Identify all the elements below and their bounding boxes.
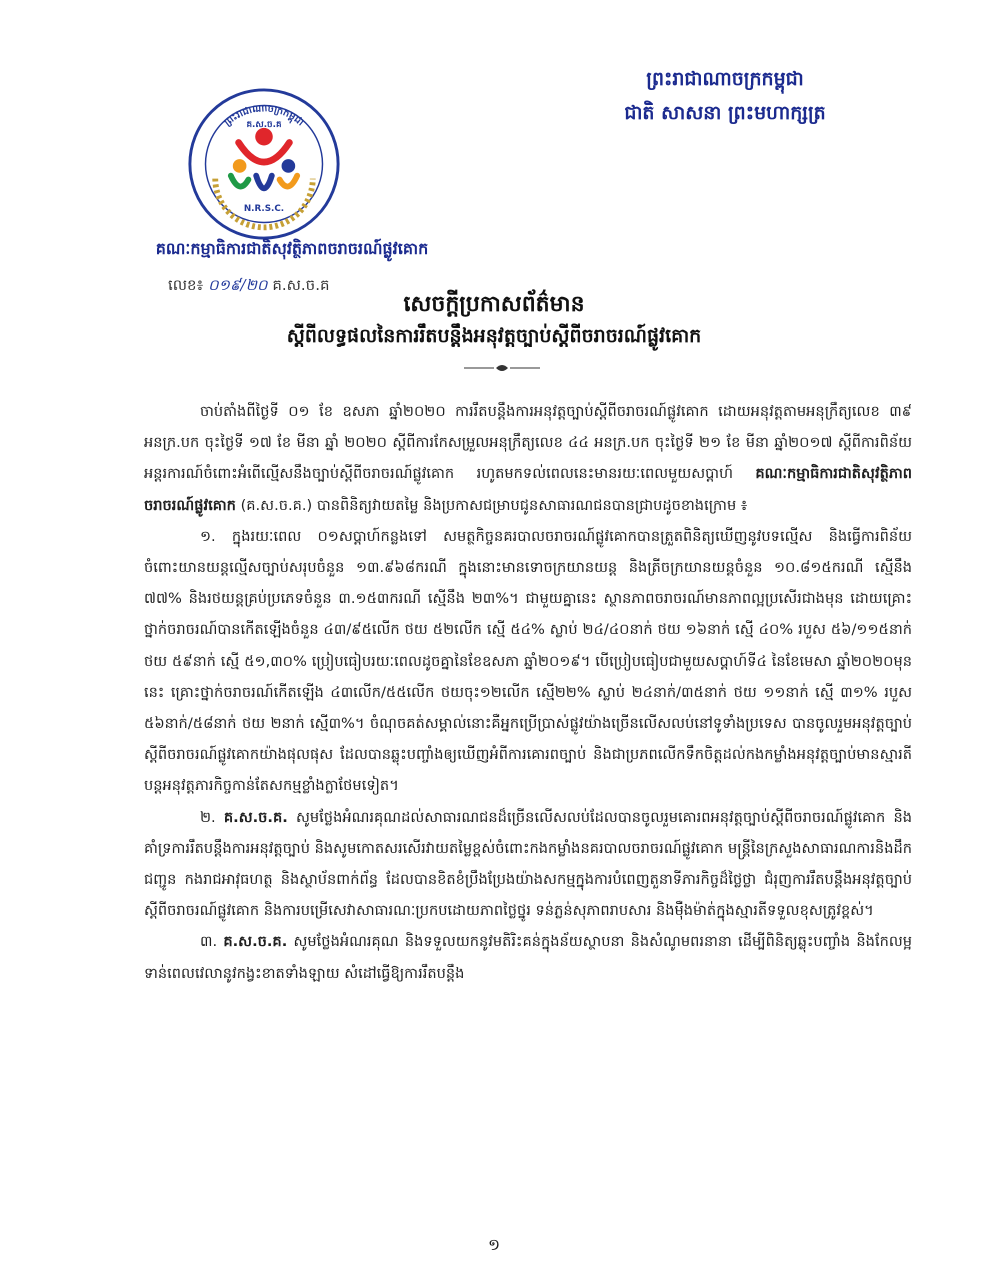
- document-title: សេចក្តីប្រកាសព័ត៌មាន: [403, 292, 585, 317]
- page-number: ១: [487, 1235, 501, 1254]
- paragraph-3: ៣. គ.ស.ច.គ. សូមថ្លែងអំណរគុណ និងទទួលយកនូវមតិរិះគន់ក្នុងន័យស្ថាបនា និងសំណូមពរនានា ដើម្បីពិនិត្យឆ្លុះបញ្ចាំង និងកែលម្អទាន់ពេលវេលានូវកង្វះខាតទាំងឡាយ សំដៅធ្វើឱ្យការរឹតបន្តឹង: [144, 933, 912, 982]
- intro-paragraph: ចាប់តាំងពីថ្ងៃទី ០១ ខែ ឧសភា ឆ្នាំ២០២០ ការរឹតបន្តឹងការអនុវត្តច្បាប់ស្តីពីចរាចរណ៍ផ្លូវគោក ដោយអនុវត្តតាមអនុក្រឹត្យលេខ ៣៩ អនក្រ.បក ចុះថ្ងៃទី ១៧ ខែ មីនា ឆ្នាំ ២០២០ ស្តីពីការកែសម្រួលអនុក្រឹត្យលេខ ៤៤ អនក្រ.បក ចុះថ្ងៃទី ២១ ខែ មីនា ឆ្នាំ២០១៧ ស្តីពីការពិន័យអន្តរការណ៍ចំពោះអំពើល្មើសនឹងច្បាប់ស្តីពីចរាចរណ៍ផ្លូវគោក រហូតមកទល់ពេលនេះមានរយៈពេលមួយសប្តាហ៍ គណៈកម្មាធិការជាតិសុវត្ថិភាពចរាចរណ៍ផ្លូវគោក (គ.ស.ច.គ.) បានពិនិត្យវាយតម្លៃ និងប្រកាសជម្រាបជូនសាធារណជនបានជ្រាបដូចខាងក្រោម ៖: [144, 403, 912, 514]
- national-motto: ជាតិ សាសនា ព្រះមហាក្សត្រ: [624, 102, 826, 124]
- kingdom-header: [560, 62, 890, 130]
- ref-number-handwritten: ០១៩/២០: [207, 276, 268, 294]
- document-subtitle: ស្តីពីលទ្ធផលនៃការរឹតបន្តឹងអនុវត្តច្បាប់ស្តីពីចរាចរណ៍ផ្លូវគោក: [286, 325, 702, 347]
- logo-abbr-en: N.R.S.C.: [243, 203, 285, 214]
- committee-name-inline: គណៈកម្មាធិការជាតិសុវត្ថិភាពចរាចរណ៍ផ្លូវគោក: [144, 465, 912, 514]
- committee-name: គណៈកម្មាធិការជាតិសុវត្ថិភាពចរាចរណ៍ផ្លូវគោក: [155, 239, 429, 258]
- kingdom-title: ព្រះរាជាណាចក្រកម្ពុជា: [646, 68, 804, 90]
- ref-suffix: គ.ស.ច.គ: [272, 276, 330, 294]
- title-ornament: [462, 362, 542, 374]
- logo-abbr-km: គ.ស.ច.គ: [246, 119, 282, 130]
- paragraph-2: ២. គ.ស.ច.គ. សូមថ្លែងអំណរគុណដល់សាធារណជនដ៏ច្រើនលើសលប់ដែលបានចូលរួមគោរពអនុវត្តច្បាប់ស្តីពីចរាចរណ៍ផ្លូវគោក និងគាំទ្រការរឹតបន្តឹងការអនុវត្តច្បាប់ និងសូមកោតសរសើរវាយតម្លៃខ្ពស់ចំពោះកងកម្លាំងនគរបាលចរាចរណ៍ផ្លូវគោក មន្ត្រីនៃក្រសួងសាធារណការនិងដឹកជញ្ជូន កងរាជអាវុធហត្ថ និងស្ថាប័នពាក់ព័ន្ធ ដែលបានខិតខំប្រឹងប្រែងយ៉ាងសកម្មក្នុងការបំពេញតួនាទីភារកិច្ចដ៏ថ្លៃថ្លា ជំរុញការរឹតបន្តឹងអនុវត្តច្បាប់ស្តីពីចរាចរណ៍ផ្លូវគោក និងការបម្រើសេវាសាធារណៈប្រកបដោយភាពថ្លៃថ្នូរ ទន់ភ្លន់សុភាពរាបសារ និងម៉ឺងម៉ាត់ក្នុងស្មារតីទទួលខុសត្រូវខ្ពស់។: [144, 808, 913, 920]
- document-body: [144, 396, 912, 989]
- paragraph-1: ១. ក្នុងរយៈពេល ០១សប្តាហ៍កន្លងទៅ សមត្ថកិច្ចនគរបាលចរាចរណ៍ផ្លូវគោកបានត្រួតពិនិត្យឃើញនូវបទល្មើស និងធ្វើការពិន័យចំពោះយានយន្តល្មើសច្បាប់សរុបចំនួន ១៣.៩៦៨ករណី ក្នុងនោះមានទោចក្រយានយន្ត និងត្រីចក្រយានយន្តចំនួន ១០.៨១៥ករណី ស្មើនឹង ៧៧% និងរថយន្តគ្រប់ប្រភេទចំនួន ៣.១៥៣ករណី ស្មើនឹង ២៣%។ ជាមួយគ្នានេះ ស្ថានភាពចរាចរណ៍មានភាពល្អប្រសើរជាងមុន ដោយគ្រោះថ្នាក់ចរាចរណ៍បានកើតឡើងចំនួន ៤៣/៩៥លើក ថយ ៥២លើក ស្មើ ៥៤% ស្លាប់ ២៤/៤០នាក់ ថយ ១៦នាក់ ស្មើ ៤០% របួស ៥៦/១១៥នាក់ ថយ ៥៩នាក់ ស្មើ ៥១,៣០% ប្រៀបធៀបរយៈពេលដូចគ្នានៃខែឧសភា ឆ្នាំ២០១៩។ បើប្រៀបធៀបជាមួយសប្តាហ៍ទី៤ នៃខែមេសា ឆ្នាំ២០២០មុននេះ គ្រោះថ្នាក់ចរាចរណ៍កើតឡើង ៤៣លើក/៥៥លើក ថយចុះ១២លើក ស្មើ២២% ស្លាប់ ២៤នាក់/៣៥នាក់ ថយ ១១នាក់ ស្មើ ៣១% របួស ៥៦នាក់/៥៨នាក់ ថយ ២នាក់ ស្មើ៣%។ ចំណុចគត់សម្គាល់នោះគឺអ្នកប្រើប្រាស់ផ្លូវយ៉ាងច្រើនលើសលប់នៅទូទាំងប្រទេស បានចូលរួមអនុវត្តច្បាប់ស្តីពីចរាចរណ៍ផ្លូវគោកយ៉ាងផុលផុស ដែលបានឆ្លុះបញ្ចាំងឲ្យឃើញអំពីការគោរពច្បាប់ និងជាប្រភពលើកទឹកចិត្តដល់កងកម្លាំងអនុវត្តច្បាប់មានស្មារតីបន្តអនុវត្តភារកិច្ចកាន់តែសកម្មខ្លាំងក្លាថែមទៀត។: [144, 527, 912, 795]
- ref-label: លេខ៖: [168, 276, 204, 294]
- nrsc-logo: [186, 86, 342, 242]
- logo-arc-text: ព្រះរាជាណាចក្រកម្ពុជា: [222, 102, 306, 129]
